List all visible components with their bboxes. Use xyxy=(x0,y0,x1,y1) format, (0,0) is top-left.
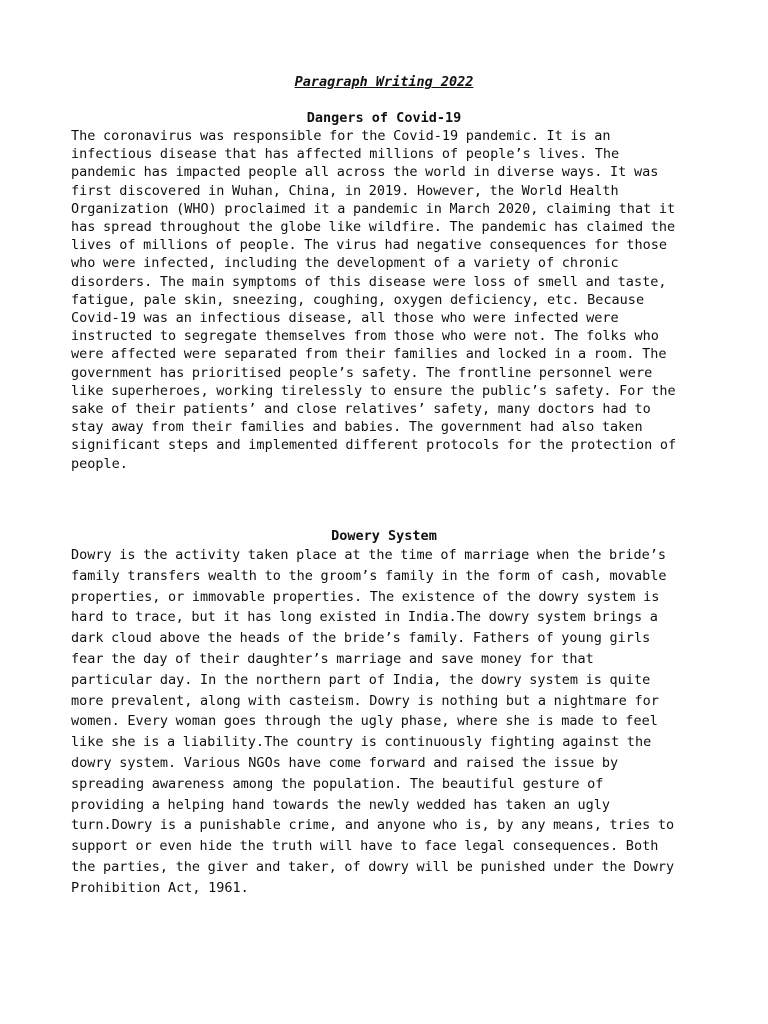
document-title: Paragraph Writing 2022 xyxy=(294,74,474,90)
section-body-covid: The coronavirus was responsible for the Covid-19 pandemic. It is an infectious disease that has affected millions of people’s lives. The pandemic has impacted people all across the world in diverse ways. It was first discovered in Wuhan, China, in 2019. However, the World Health Organization (WHO) proclaimed it a pandemic in March 2020, claiming that it has spread throughout the globe like wildfire. The pandemic has claimed the lives of millions of people. The virus had negative consequences for those who were infected, including the development of a variety of chronic disorders. The main symptoms of this disease were loss of smell and taste, fatigue, pale skin, sneezing, coughing, oxygen deficiency, etc. Because Covid-19 was an infectious disease, all those who were infected were instructed to segregate themselves from those who were not. The folks who were affected were separated from their families and locked in a room. The government has prioritised people’s safety. The frontline personnel were like superheroes, working tirelessly to ensure the public’s safety. For the sake of their patients’ and close relatives’ safety, many doctors had to stay away from their families and babies. The government had also taken significant steps and implemented different protocols for the protection of people. xyxy=(71,128,677,472)
section-heading-dowry: Dowery System xyxy=(331,528,437,544)
section-body-dowry: Dowry is the activity taken place at the time of marriage when the bride’s family transfers wealth to the groom’s family in the form of cash, movable properties, or immovable properties. The existence of the dowry system is hard to trace, but it has long existed in India.The dowry system brings a dark cloud above the heads of the bride’s family. Fathers of young girls fear the day of their daughter’s marriage and save money for that particular day. In the northern part of India, the dowry system is quite more prevalent, along with casteism. Dowry is nothing but a nightmare for women. Every woman goes through the ugly phase, where she is made to feel like she is a liability.The country is continuously fighting against the dowry system. Various NGOs have come forward and raised the issue by spreading awareness among the population. The beautiful gesture of providing a helping hand towards the newly wedded has taken an ugly turn.Dowry is a punishable crime, and anyone who is, by any means, tries to support or even hide the truth will have to face legal consequences. Both the parties, the giver and taker, of dowry will be punished under the Dowry Prohibition Act, 1961. xyxy=(71,547,675,896)
section-heading-covid: Dangers of Covid-19 xyxy=(306,110,462,126)
